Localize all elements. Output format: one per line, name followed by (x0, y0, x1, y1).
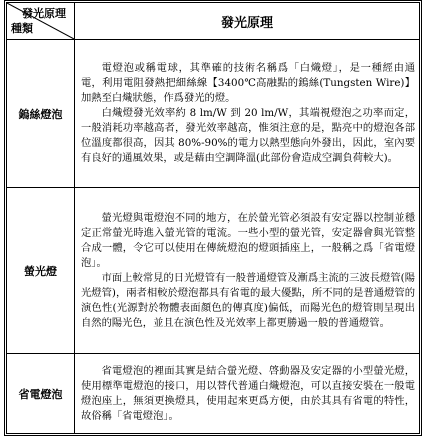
table-row (7, 40, 420, 188)
header-principle-label: 發光原理 (22, 7, 66, 20)
paragraph: 螢光燈與電燈泡不同的地方，在於螢光管必須設有安定器以控制並穩定正常螢光時進入螢光管的電流。一些小型的螢光管，安定器會與光管整合成一體，令它可以使用在傳統燈泡的燈頭插座上，一般稱之爲「省電燈泡」。 (81, 211, 415, 269)
paragraph: 電燈泡或稱電球，其準確的技術名稱爲「白熾燈」，是一種經由通電，利用電阻發熱把細絲線【3400℃高融點的鎢絲(Tungsten Wire)】加熱至白熾狀態，作爲發光的燈。 (81, 62, 415, 104)
row-type-fluorescent: 螢光燈 (7, 188, 75, 354)
paragraph: 市面上較常見的日光燈管有一般普通燈管及漸爲主流的三波長燈管(陽光燈管)，兩者相較於燈泡都具有省電的最大優點，所不同的是普通燈管的演色性(光源對於物體表面顏色的傳真度)偏低，而陽光色的燈管則呈現出自然的陽光色，並且在演色性及光效率上都更勝過一般的普通燈管。 (81, 271, 415, 329)
header-main-title: 發光原理 (75, 3, 420, 40)
diagonal-header-cell (7, 3, 75, 40)
header-type-label: 種類 (11, 22, 33, 35)
document-frame (6, 2, 420, 434)
paragraph: 省電燈泡的裡面其實是結合螢光燈、啓動器及安定器的小型螢光燈，使用標準電燈泡的接口，用以替代普通白熾燈泡，可以直接安裝在一般電燈泡座上，無須更換燈具，使用起來更爲方便，由於其具有省電的特性，故俗稱「省電燈泡」。 (81, 364, 415, 422)
table-row (7, 188, 420, 354)
row-content-tungsten (75, 40, 420, 188)
row-content-energy-saving (75, 354, 420, 434)
paragraph: 白熾燈發光效率約 8 lm/W 到 20 lm/W，其端視燈泡之功率而定，一般消耗功率越高者，發光效率越高，惟須注意的是，點亮中的燈泡各部位溫度都很高，因其 80%-90%的電力以熱型態向外發出，因此，室內要有良好的通風效果，或是藉由空調降溫(此部份會造成空調負荷較大)。 (81, 107, 415, 164)
table-row (7, 354, 420, 434)
lighting-comparison-table (6, 2, 420, 434)
header-row (7, 3, 420, 40)
row-content-fluorescent (75, 188, 420, 354)
row-type-energy-saving: 省電燈泡 (7, 354, 75, 434)
row-type-tungsten: 鎢絲燈泡 (7, 40, 75, 188)
